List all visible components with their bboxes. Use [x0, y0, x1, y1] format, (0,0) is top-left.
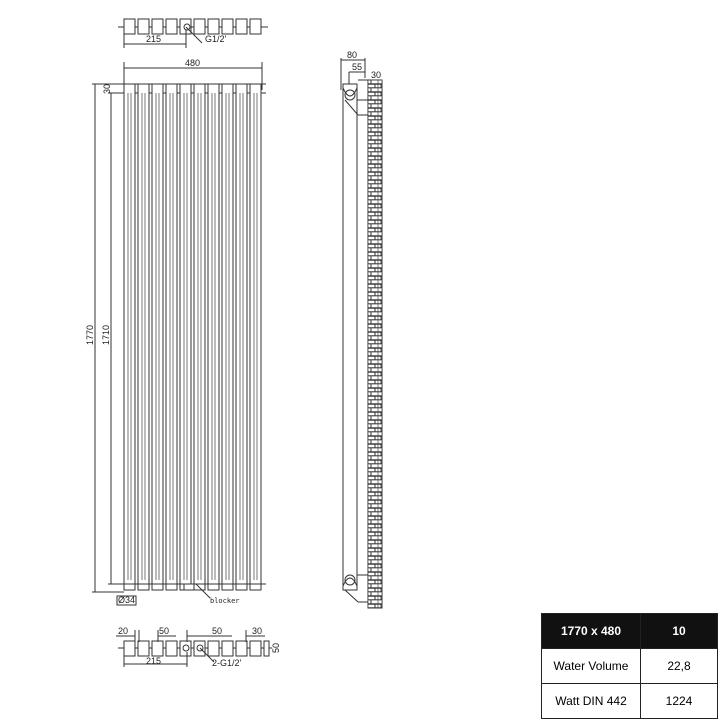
side-pipe-offset-label: 55 — [352, 62, 363, 72]
bottom-dim-50a: 50 — [159, 626, 170, 636]
watt-value: 1224 — [641, 684, 718, 719]
water-volume-label: Water Volume — [542, 649, 641, 684]
bottom-dim-50-height: 50 — [271, 642, 281, 653]
bottom-connection-label: 2-G1/2' — [212, 658, 242, 668]
bottom-dim-215: 215 — [146, 656, 162, 666]
table-row — [542, 649, 718, 684]
bottom-dim-30: 30 — [252, 626, 263, 636]
specs-size-label: 1770 x 480 — [542, 614, 641, 649]
specs-columns-value: 10 — [641, 614, 718, 649]
side-wall-gap-label: 30 — [371, 70, 382, 80]
bottom-view — [116, 630, 272, 667]
wall-brick-pattern — [368, 80, 382, 608]
top-dim-215: 215 — [146, 34, 162, 44]
tube-diameter-label: Ø34 — [118, 595, 136, 605]
front-total-height-label: 1770 — [85, 324, 95, 345]
side-depth-label: 80 — [347, 50, 358, 60]
water-volume-value: 22,8 — [641, 649, 718, 684]
watt-label: Watt DIN 442 — [542, 684, 641, 719]
specs-table — [541, 613, 718, 719]
front-width-label: 480 — [185, 58, 201, 68]
front-top-offset-label: 30 — [102, 83, 112, 94]
top-view — [118, 19, 268, 48]
front-view — [92, 62, 266, 605]
front-inner-height-label: 1710 — [101, 324, 111, 345]
specs-header-row — [542, 614, 718, 649]
blocker-label: blocker — [210, 597, 240, 605]
bottom-dim-20: 20 — [118, 626, 129, 636]
bottom-dim-50b: 50 — [212, 626, 223, 636]
top-connection-label: G1/2' — [205, 34, 227, 44]
table-row — [542, 684, 718, 719]
